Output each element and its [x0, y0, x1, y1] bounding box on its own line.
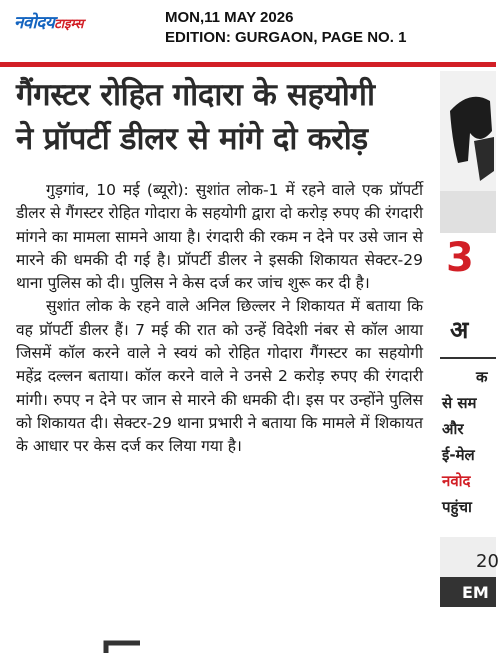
side-headline-number: 3	[446, 235, 474, 281]
side-text-5: नवोद	[442, 472, 471, 490]
partial-glyph-icon	[100, 639, 160, 653]
side-box-number: 20	[476, 551, 499, 572]
side-dark-text: EM	[462, 583, 489, 602]
headline-line-1: गैंगस्टर रोहित गोदारा के सहयोगी	[16, 77, 375, 113]
edition-date: MON,11 MAY 2026	[165, 9, 294, 26]
article-paragraph-2: सुशांत लोक के रहने वाले अनिल छिल्लर ने शिकायत में बताया कि वह प्रॉपर्टी डीलर हैं। 7 मई की रात को उन्हें विदेशी नंबर से कॉल आया जिसमें कॉल करने वाले ने स्वयं को रोहित गोदारा गैंगस्टर का सहयोगी महेंद्र दल्लन बताया। कॉल करने वाले ने उनसे 2 करोड़ रुपए की रंगदारी मांगी। रुपए न देने पर जान से मारने की धमकी दी। इस पर उन्होंने पुलिस को शिकायत दी। सेक्टर-29 थाना प्रभारी ने बताया कि मामले में शिकायत के आधार पर केस दर्ज कर लिया गया है।	[16, 297, 423, 456]
side-photo	[440, 71, 496, 233]
newspaper-logo	[14, 10, 84, 33]
masthead	[0, 0, 496, 62]
article-clipping	[0, 67, 436, 641]
side-text-2: से सम	[442, 394, 477, 412]
side-text-6: पहुंचा	[442, 498, 472, 516]
logo-main: नवोदय	[14, 13, 55, 33]
article-body	[16, 179, 423, 459]
photo-silhouette-icon	[440, 71, 496, 233]
side-dark-band	[440, 577, 496, 607]
side-divider	[440, 357, 496, 359]
edition-info	[165, 8, 406, 48]
side-text-1: क	[476, 368, 488, 386]
next-article-partial	[100, 627, 160, 641]
article-paragraph-1: गुड़गांव, 10 मई (ब्यूरो): सुशांत लोक-1 में रहने वाले एक प्रॉपर्टी डीलर से गैंगस्टर रोहित गोदारा के सहयोगी द्वारा दो करोड़ रुपए की रंगदारी मांगने का मामला सामने आया है। रंगदारी की रकम न देने पर उसे जान से मारने की धमकी दी गई है। प्रॉपर्टी डीलर ने इसकी शिकायत सेक्टर-29 थाना पुलिस को दी। पुलिस ने केस दर्ज कर जांच शुरू कर दी है।	[16, 181, 423, 293]
side-text-4: ई-मेल	[442, 446, 475, 464]
adjacent-article-strip	[436, 67, 499, 641]
headline-line-2: ने प्रॉपर्टी डीलर से मांगे दो करोड़	[16, 121, 368, 157]
edition-page: EDITION: GURGAON, PAGE NO. 1	[165, 29, 407, 46]
article-headline	[16, 73, 426, 161]
side-subheading: अ	[450, 316, 469, 344]
logo-sub: टाइम्स	[54, 17, 84, 32]
side-text-3: और	[442, 420, 464, 438]
